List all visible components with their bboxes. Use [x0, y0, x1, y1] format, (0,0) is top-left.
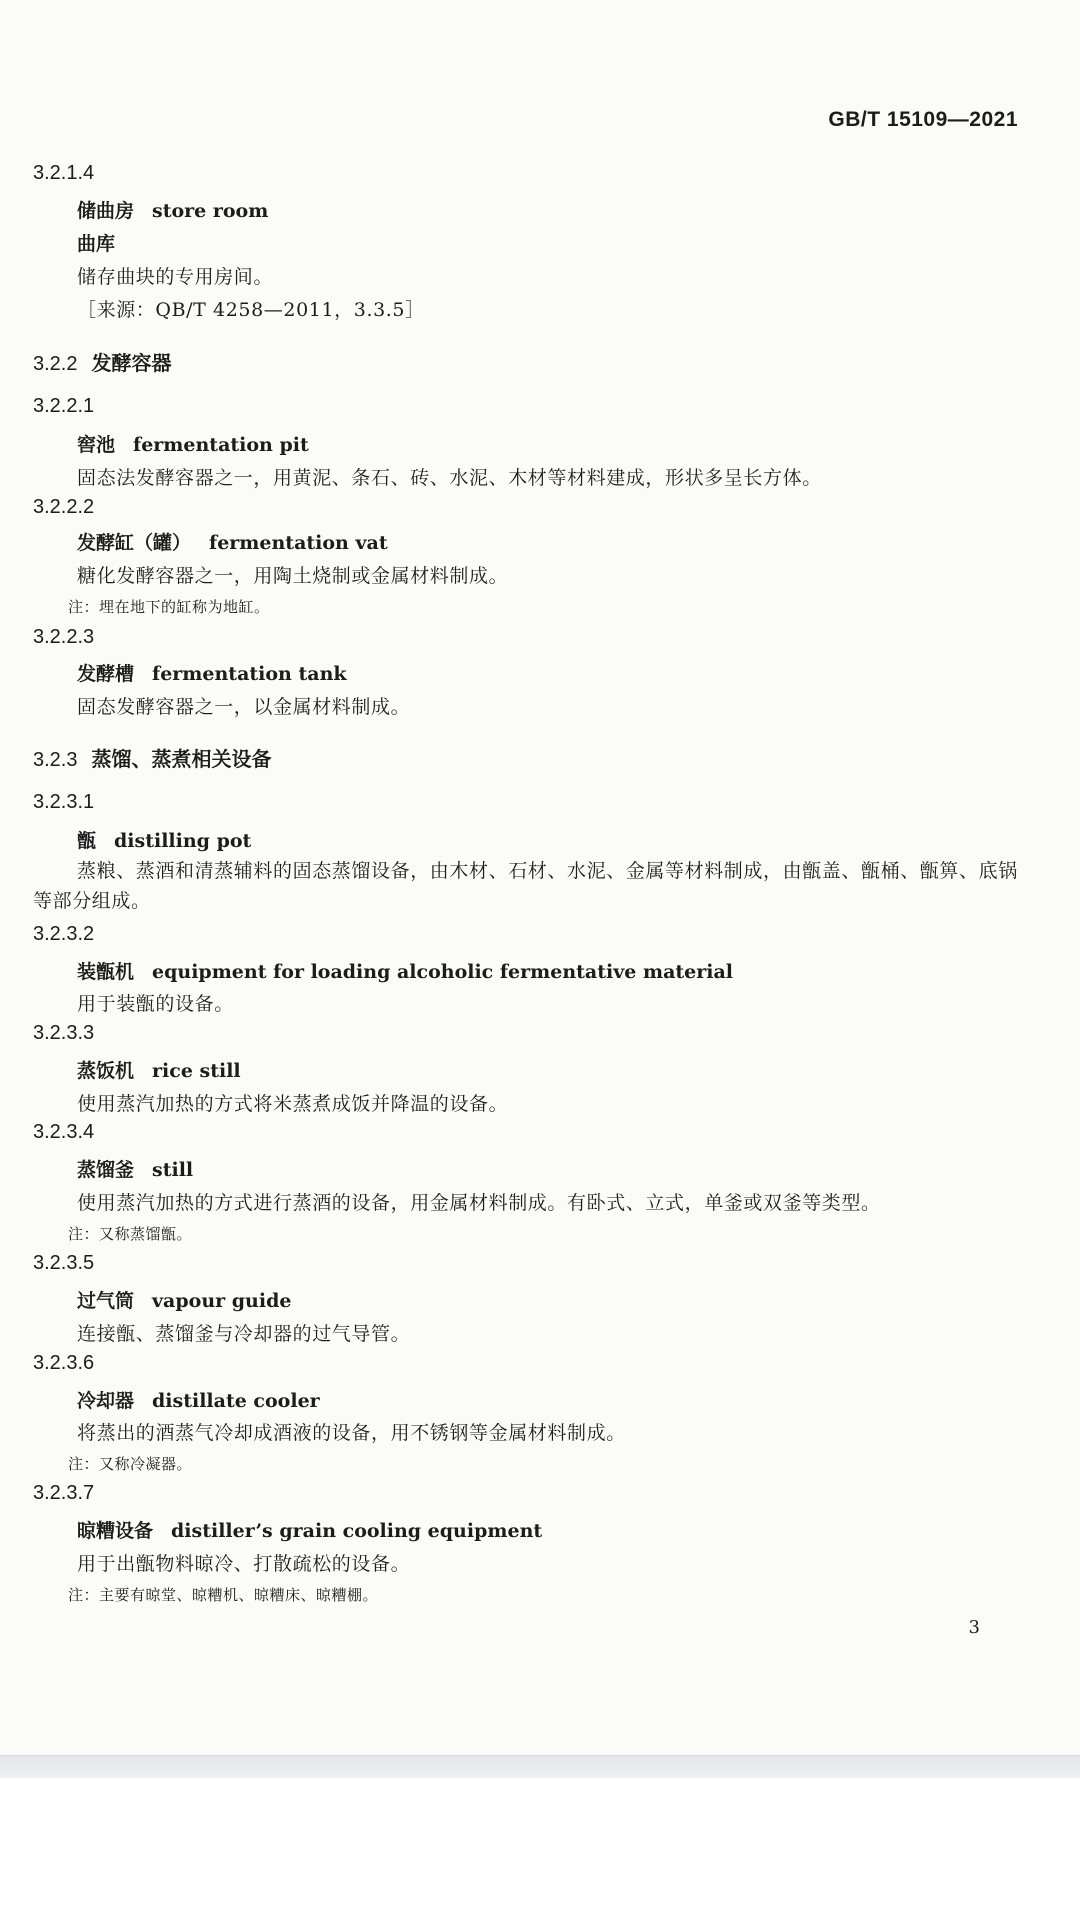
- clause-number: 3.2.3.6: [33, 1352, 95, 1374]
- term-definition: 用于装甑的设备。: [77, 993, 234, 1015]
- term-zh: 晾糟设备: [77, 1520, 154, 1542]
- term-en: distillate cooler: [152, 1390, 320, 1412]
- term-definition: 将蒸出的酒蒸气冷却成酒液的设备，用不锈钢等金属材料制成。: [77, 1422, 626, 1444]
- section-title: 蒸馏、蒸煮相关设备: [91, 749, 272, 771]
- term-heading: [77, 528, 388, 555]
- term-definition: 储存曲块的专用房间。: [77, 266, 274, 288]
- term-definition: 使用蒸汽加热的方式将米蒸煮成饭并降温的设备。: [77, 1093, 509, 1115]
- term-en: fermentation pit: [133, 434, 309, 456]
- term-definition: 使用蒸汽加热的方式进行蒸酒的设备，用金属材料制成。有卧式、立式，单釜或双釜等类型。: [77, 1192, 881, 1214]
- term-zh: 储曲房: [77, 200, 135, 222]
- term-zh: 装甑机: [77, 961, 135, 983]
- term-heading: [77, 826, 251, 853]
- term-heading: [77, 1386, 320, 1413]
- page-number: 3: [968, 1617, 980, 1638]
- term-definition: 糖化发酵容器之一，用陶土烧制或金属材料制成。: [77, 565, 509, 587]
- clause-number: 3.2.2.1: [33, 395, 95, 417]
- section-number: 3.2.2: [33, 353, 78, 375]
- section-number: 3.2.3: [33, 749, 78, 771]
- term-en: rice still: [152, 1060, 241, 1082]
- section-heading: [33, 347, 171, 376]
- term-heading: [77, 430, 309, 457]
- section-title: 发酵容器: [91, 353, 172, 375]
- term-source: ［来源：QB/T 4258—2011，3.3.5］: [77, 299, 425, 321]
- term-en: fermentation vat: [209, 532, 388, 554]
- clause-number: 3.2.3.3: [33, 1022, 95, 1044]
- term-note: 注：又称蒸馏甑。: [68, 1225, 193, 1243]
- term-en: still: [152, 1159, 194, 1181]
- term-heading: [77, 196, 268, 223]
- term-en: distiller’s grain cooling equipment: [171, 1520, 543, 1542]
- term-definition: 固态法发酵容器之一，用黄泥、条石、砖、水泥、木材等材料建成，形状多呈长方体。: [77, 467, 822, 489]
- clause-number: 3.2.3.2: [33, 923, 95, 945]
- term-zh: 甑: [77, 830, 97, 852]
- term-zh: 蒸馏釜: [77, 1159, 135, 1181]
- term-zh: 蒸饭机: [77, 1060, 135, 1082]
- term-en: distilling pot: [114, 830, 252, 852]
- term-en: store room: [152, 200, 269, 222]
- clause-number: 3.2.2.3: [33, 626, 95, 648]
- term-zh: 发酵槽: [77, 663, 135, 685]
- term-zh: 冷却器: [77, 1390, 135, 1412]
- clause-number: 3.2.3.4: [33, 1121, 95, 1143]
- term-heading: [77, 957, 733, 984]
- term-definition: 固态发酵容器之一，以金属材料制成。: [77, 696, 411, 718]
- term-en: equipment for loading alcoholic fermentative material: [152, 961, 734, 983]
- standard-code: GB/T 15109—2021: [828, 108, 1018, 131]
- term-definition: 蒸粮、蒸酒和清蒸辅料的固态蒸馏设备，由木材、石材、水泥、金属等材料制成，由甑盖、甑桶、甑箅、底锅等部分组成。: [33, 860, 1018, 912]
- term-en: vapour guide: [152, 1290, 292, 1312]
- section-heading: [33, 743, 271, 772]
- term-note: 注：主要有晾堂、晾糟机、晾糟床、晾糟棚。: [68, 1586, 379, 1604]
- term-zh: 发酵缸（罐）: [77, 532, 192, 554]
- term-heading: [77, 1286, 291, 1313]
- clause-number: 3.2.3.7: [33, 1482, 95, 1504]
- clause-number: 3.2.3.1: [33, 791, 95, 813]
- term-heading: [77, 1516, 542, 1543]
- term-zh: 过气筒: [77, 1290, 135, 1312]
- page-bottom-edge: [0, 1755, 1080, 1778]
- term-definition: 用于出甑物料晾冷、打散疏松的设备。: [77, 1553, 411, 1575]
- term-zh: 窖池: [77, 434, 116, 456]
- clause-number: 3.2.3.5: [33, 1252, 95, 1274]
- term-heading: [77, 659, 347, 686]
- term-alternate: 曲库: [77, 233, 116, 255]
- clause-number: 3.2.2.2: [33, 496, 95, 518]
- term-note: 注：埋在地下的缸称为地缸。: [68, 598, 270, 616]
- term-heading: [77, 1056, 241, 1083]
- term-heading: [77, 1155, 193, 1182]
- clause-number: 3.2.1.4: [33, 162, 95, 184]
- term-note: 注：又称冷凝器。: [68, 1455, 193, 1473]
- term-en: fermentation tank: [152, 663, 347, 685]
- term-definition: 连接甑、蒸馏釜与冷却器的过气导管。: [77, 1323, 411, 1345]
